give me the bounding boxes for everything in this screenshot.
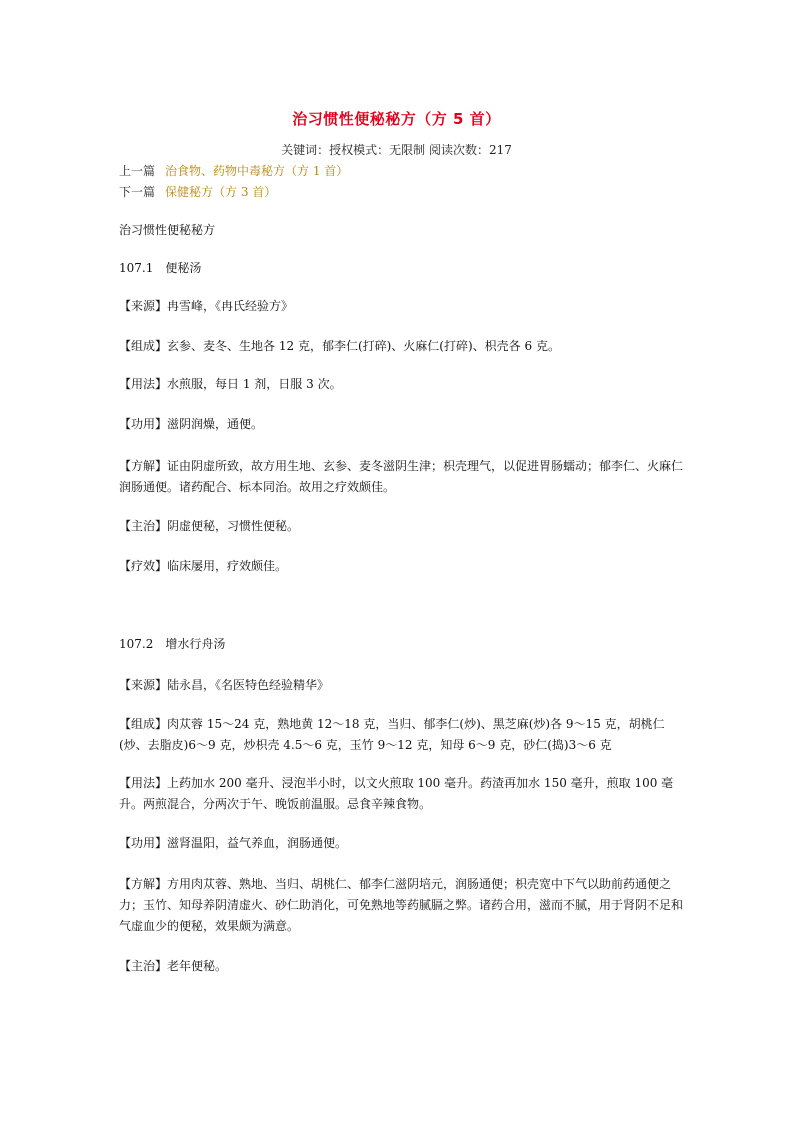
usage-label: 用法 — [131, 377, 156, 391]
recipe-explanation: 【方解】证由阴虚所致，故方用生地、玄参、麦冬滋阴生津；枳壳理气，以促进胃肠蠕动；郁李仁、火麻仁润肠通便。诸药配合、标本同治。故用之疗效颇佳。 — [119, 459, 684, 494]
recipe-effect: 【功用】滋肾温阳，益气养血，润肠通便。 — [119, 836, 348, 850]
prev-label: 上一篇 — [119, 164, 156, 178]
recipe-composition: 【组成】玄参、麦冬、生地各 12 克，郁李仁(打碎)、火麻仁(打碎)、枳壳各 6 克。 — [119, 339, 560, 353]
effect-text: 滋阴润燥，通便。 — [167, 417, 264, 431]
recipe-efficacy: 【疗效】临床屡用，疗效颇佳。 — [119, 559, 288, 573]
recipe-usage: 【用法】水煎服，每日 1 剂，日服 3 次。 — [119, 377, 342, 391]
composition-text: 肉苁蓉 15～24 克，熟地黄 12～18 克，当归、郁李仁(炒)、黑芝麻(炒)各 9～15 克，胡桃仁(炒、去脂皮)6～9 克，炒枳壳 4.5～6 克，玉竹 9～12 克，知母 6～9 克，砂仁(捣)3～6 克 — [119, 717, 665, 752]
next-article-link[interactable]: 保健秘方（方 3 首） — [165, 185, 277, 199]
indication-label: 主治 — [131, 959, 156, 973]
recipe-effect: 【功用】滋阴润燥，通便。 — [119, 417, 264, 431]
composition-text: 玄参、麦冬、生地各 12 克，郁李仁(打碎)、火麻仁(打碎)、枳壳各 6 克。 — [167, 339, 560, 353]
composition-label: 组成 — [131, 717, 156, 731]
explain-label: 方解 — [131, 877, 156, 891]
recipe-heading: 107.2 增水行舟汤 — [119, 637, 226, 651]
recipe-usage: 【用法】上药加水 200 毫升、浸泡半小时，以文火煎取 100 毫升。药渣再加水 150 毫升，煎取 100 毫升。两煎混合，分两次于午、晚饭前温服。忌食辛辣食物。 — [119, 776, 674, 811]
prev-article-nav — [119, 162, 348, 179]
source-text: 陆永昌，《名医特色经验精华》 — [167, 678, 330, 692]
recipe-source: 【来源】冉雪峰，《冉氏经验方》 — [119, 299, 294, 313]
usage-text: 水煎服，每日 1 剂，日服 3 次。 — [167, 377, 342, 391]
explain-text: 证由阴虚所致，故方用生地、玄参、麦冬滋阴生津；枳壳理气，以促进胃肠蠕动；郁李仁、火麻仁润肠通便。诸药配合、标本同治。故用之疗效颇佳。 — [119, 459, 684, 494]
recipe-heading: 107.1 便秘汤 — [119, 261, 202, 275]
indication-text: 老年便秘。 — [167, 959, 228, 973]
usage-label: 用法 — [131, 776, 156, 790]
explain-text: 方用肉苁蓉、熟地、当归、胡桃仁、郁李仁滋阴培元，润肠通便；枳壳宽中下气以助前药通便之力；玉竹、知母养阴清虚火、砂仁助消化，可免熟地等药腻膈之弊。诸药合用，滋而不腻，用于肾阴不足和气虚血少的便秘，效果颇为满意。 — [119, 877, 684, 933]
article-meta: 关键词：授权模式：无限制 阅读次数：217 — [281, 143, 512, 157]
page-title: 治习惯性便秘秘方（方 5 首） — [292, 110, 501, 128]
recipe-source: 【来源】陆永昌，《名医特色经验精华》 — [119, 678, 330, 692]
recipe-indication: 【主治】老年便秘。 — [119, 959, 228, 973]
recipe-composition: 【组成】肉苁蓉 15～24 克，熟地黄 12～18 克，当归、郁李仁(炒)、黑芝麻(炒)各 9～15 克，胡桃仁(炒、去脂皮)6～9 克，炒枳壳 4.5～6 克，玉竹 9～12 克，知母 6～9 克，砂仁(捣)3～6 克 — [119, 717, 665, 752]
recipe-explanation: 【方解】方用肉苁蓉、熟地、当归、胡桃仁、郁李仁滋阴培元，润肠通便；枳壳宽中下气以助前药通便之力；玉竹、知母养阴清虚火、砂仁助消化，可免熟地等药腻膈之弊。诸药合用，滋而不腻，用于肾阴不足和气虚血少的便秘，效果颇为满意。 — [119, 877, 684, 933]
effect-label: 功用 — [131, 836, 156, 850]
usage-text: 上药加水 200 毫升、浸泡半小时，以文火煎取 100 毫升。药渣再加水 150 毫升，煎取 100 毫升。两煎混合，分两次于午、晚饭前温服。忌食辛辣食物。 — [119, 776, 674, 811]
source-text: 冉雪峰，《冉氏经验方》 — [167, 299, 294, 313]
source-label: 来源 — [131, 299, 156, 313]
next-label: 下一篇 — [119, 185, 156, 199]
prev-article-link[interactable]: 治食物、药物中毒秘方（方 1 首） — [165, 164, 349, 178]
section-title: 治习惯性便秘秘方 — [119, 223, 216, 237]
composition-label: 组成 — [131, 339, 156, 353]
efficacy-label: 疗效 — [131, 559, 156, 573]
indication-label: 主治 — [131, 519, 156, 533]
next-article-nav — [119, 183, 276, 200]
effect-label: 功用 — [131, 417, 156, 431]
indication-text: 阴虚便秘，习惯性便秘。 — [167, 519, 300, 533]
source-label: 来源 — [131, 678, 156, 692]
effect-text: 滋肾温阳，益气养血，润肠通便。 — [167, 836, 348, 850]
explain-label: 方解 — [131, 459, 156, 473]
efficacy-text: 临床屡用，疗效颇佳。 — [167, 559, 288, 573]
recipe-indication: 【主治】阴虚便秘，习惯性便秘。 — [119, 519, 300, 533]
